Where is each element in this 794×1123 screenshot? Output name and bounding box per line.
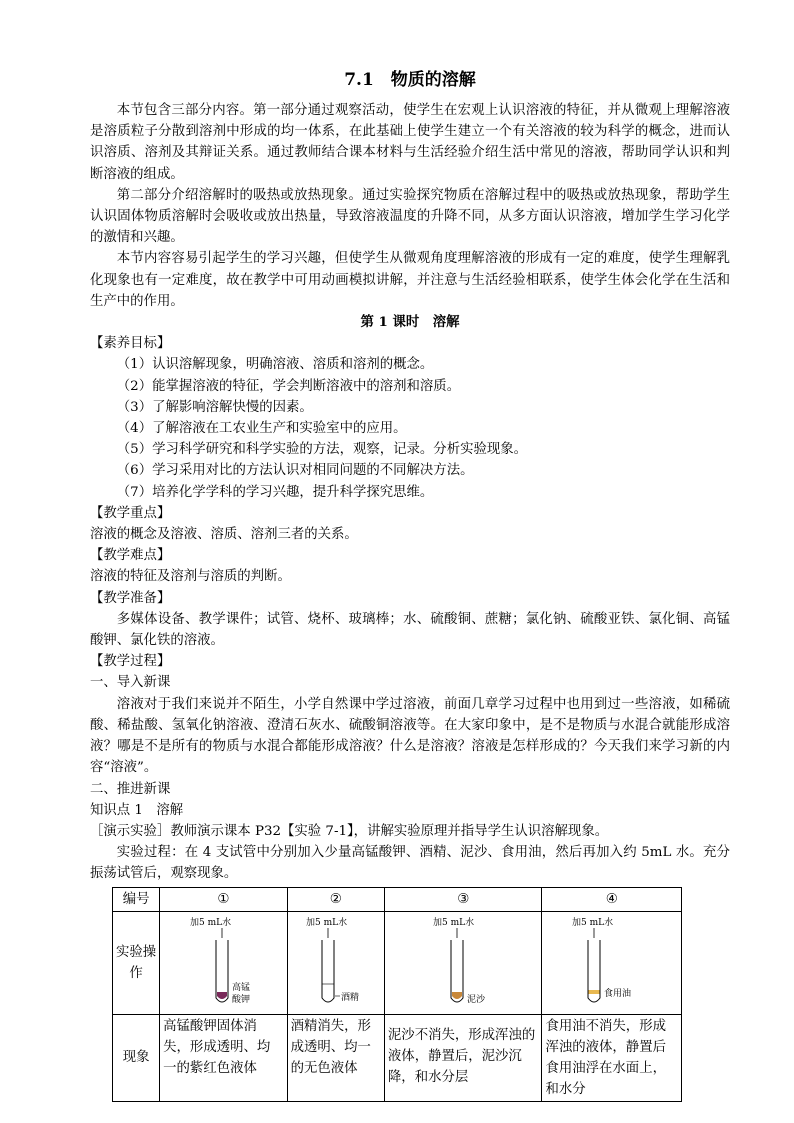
difficulty-heading: 【教学难点】 xyxy=(90,548,171,564)
test-tube xyxy=(322,940,334,1002)
goal-item: （1）认识溶解现象，明确溶液、溶质和溶剂的概念。 xyxy=(116,357,434,373)
tube-cell xyxy=(384,911,542,1014)
tube-cell xyxy=(542,911,682,1014)
phenomenon-cell: 食用油不消失，形成浑浊的液体，静置后食用油浮在水面上，和水分 xyxy=(542,1014,682,1101)
phenomenon-cell: 高锰酸钾固体消失，形成透明、均一的紫红色液体 xyxy=(160,1014,287,1101)
substance-label-part: 高锰 xyxy=(232,982,251,993)
substance-label-part: 酸钾 xyxy=(232,994,251,1005)
process-text: 实验过程：在 4 支试管中分别加入少量高锰酸钾、酒精、泥沙、食用油，然后再加入约 5mL 水。充分振荡试管后，观察现象。 xyxy=(90,845,730,882)
difficulty-text: 溶液的特征及溶剂与溶质的判断。 xyxy=(90,569,291,585)
add-water-label: 加5 mL水 xyxy=(305,917,347,928)
goals-heading: 【素养目标】 xyxy=(90,336,171,352)
lesson-title: 第 1 课时 溶解 xyxy=(360,314,460,331)
key-heading: 【教学重点】 xyxy=(90,505,171,521)
goal-item: （6）学习采用对比的方法认识对相同问题的不同解决方法。 xyxy=(116,463,474,479)
table-header-label: 编号 xyxy=(113,887,160,911)
table-number: ④ xyxy=(542,887,682,911)
substance-label: 酒精 xyxy=(340,992,359,1003)
experiment-table xyxy=(112,887,682,1102)
substance-label: 泥沙 xyxy=(466,994,485,1005)
phenomenon-cell: 泥沙不消失，形成浑浊的液体，静置后，泥沙沉降，和水分层 xyxy=(384,1014,542,1101)
intro-paragraph-3: 本节内容容易引起学生的学习兴趣，但使学生从微观角度理解溶液的形成有一定的难度，使学生理解乳化现象也有一定难度，故在教学中可用动画模拟讲解，并注意与生活经验相联系，使学生体会化学在生活和生产中的作用。 xyxy=(90,251,730,309)
goal-item: （2）能掌握溶液的特征，学会判断溶液中的溶剂和溶质。 xyxy=(116,378,461,394)
prep-heading: 【教学准备】 xyxy=(90,590,171,606)
document-page xyxy=(90,68,730,1102)
test-tube-diagram xyxy=(288,912,380,1014)
substance-fill xyxy=(217,992,227,999)
goal-item: （7）培养化学学科的学习兴趣，提升科学探究思维。 xyxy=(116,484,434,500)
goal-item: （3）了解影响溶解快慢的因素。 xyxy=(116,399,313,415)
add-water-label: 加5 mL水 xyxy=(190,917,232,928)
demo-text: ［演示实验］教师演示课本 P32【实验 7-1】，讲解实验原理并指导学生认识溶解现象。 xyxy=(90,823,609,839)
knowledge-point-1: 知识点 1 溶解 xyxy=(90,802,184,818)
goal-item: （5）学习科学研究和科学实验的方法，观察，记录。分析实验现象。 xyxy=(116,442,528,458)
section-1-heading: 一、导入新课 xyxy=(90,675,171,691)
intro-paragraph-1: 本节包含三部分内容。第一部分通过观察活动，使学生在宏观上认识溶液的特征，并从微观上理解溶液是溶质粒子分散到溶剂中形成的均一体系，在此基础上使学生建立一个有关溶液的较为科学的概念，进而认识溶质、溶剂及其辩证关系。通过教师结合课本材料与生活经验介绍生活中常见的溶液，帮助同学认识和判断溶液的组成。 xyxy=(90,103,730,182)
test-tube-diagram xyxy=(160,912,284,1014)
test-tube-diagram xyxy=(385,912,539,1014)
table-number: ② xyxy=(287,887,384,911)
add-water-label: 加5 mL水 xyxy=(572,917,614,928)
table-number: ① xyxy=(160,887,287,911)
section-1-text: 溶液对于我们来说并不陌生，小学自然课中学过溶液，前面几章学习过程中也用到过一些溶液，如稀硫酸、稀盐酸、氢氧化钠溶液、澄清石灰水、硫酸铜溶液等。在大家印象中，是不是物质与水混合就能形成溶液？哪是不是所有的物质与水混合都能形成溶液？什么是溶液？溶液是怎样形成的？今天我们来学习新的内容“溶液”。 xyxy=(90,696,730,776)
section-2-heading: 二、推进新课 xyxy=(90,781,171,797)
phenomenon-cell: 酒精消失，形成透明、均一的无色液体 xyxy=(287,1014,384,1101)
substance-fill xyxy=(589,990,600,994)
test-tube-diagram xyxy=(542,912,678,1014)
key-text: 溶液的概念及溶液、溶质、溶剂三者的关系。 xyxy=(90,527,358,543)
substance-label: 食用油 xyxy=(604,988,632,999)
table-phen-label: 现象 xyxy=(113,1014,160,1101)
intro-paragraph-2: 第二部分介绍溶解时的吸热或放热现象。通过实验探究物质在溶解过程中的吸热或放热现象，帮助学生认识固体物质溶解时会吸收或放出热量，导致溶液温度的升降不同，从多方面认识溶液，增加学生学习化学的激情和兴趣。 xyxy=(90,187,730,246)
tube-cell xyxy=(160,911,287,1014)
table-op-label: 实验操作 xyxy=(113,911,160,1014)
add-water-label: 加5 mL水 xyxy=(432,917,475,928)
goal-item: （4）了解溶液在工农业生产和实验室中的应用。 xyxy=(116,421,407,437)
tube-cell xyxy=(287,911,384,1014)
table-number: ③ xyxy=(384,887,542,911)
page-title: 7.1 物质的溶解 xyxy=(344,70,476,90)
substance-fill xyxy=(452,992,462,999)
process-heading: 【教学过程】 xyxy=(90,654,171,670)
prep-text: 多媒体设备、教学课件；试管、烧杯、玻璃棒；水、硫酸铜、蔗糖；氯化钠、硫酸亚铁、氯化铜、高锰酸钾、氯化铁的溶液。 xyxy=(90,611,730,649)
